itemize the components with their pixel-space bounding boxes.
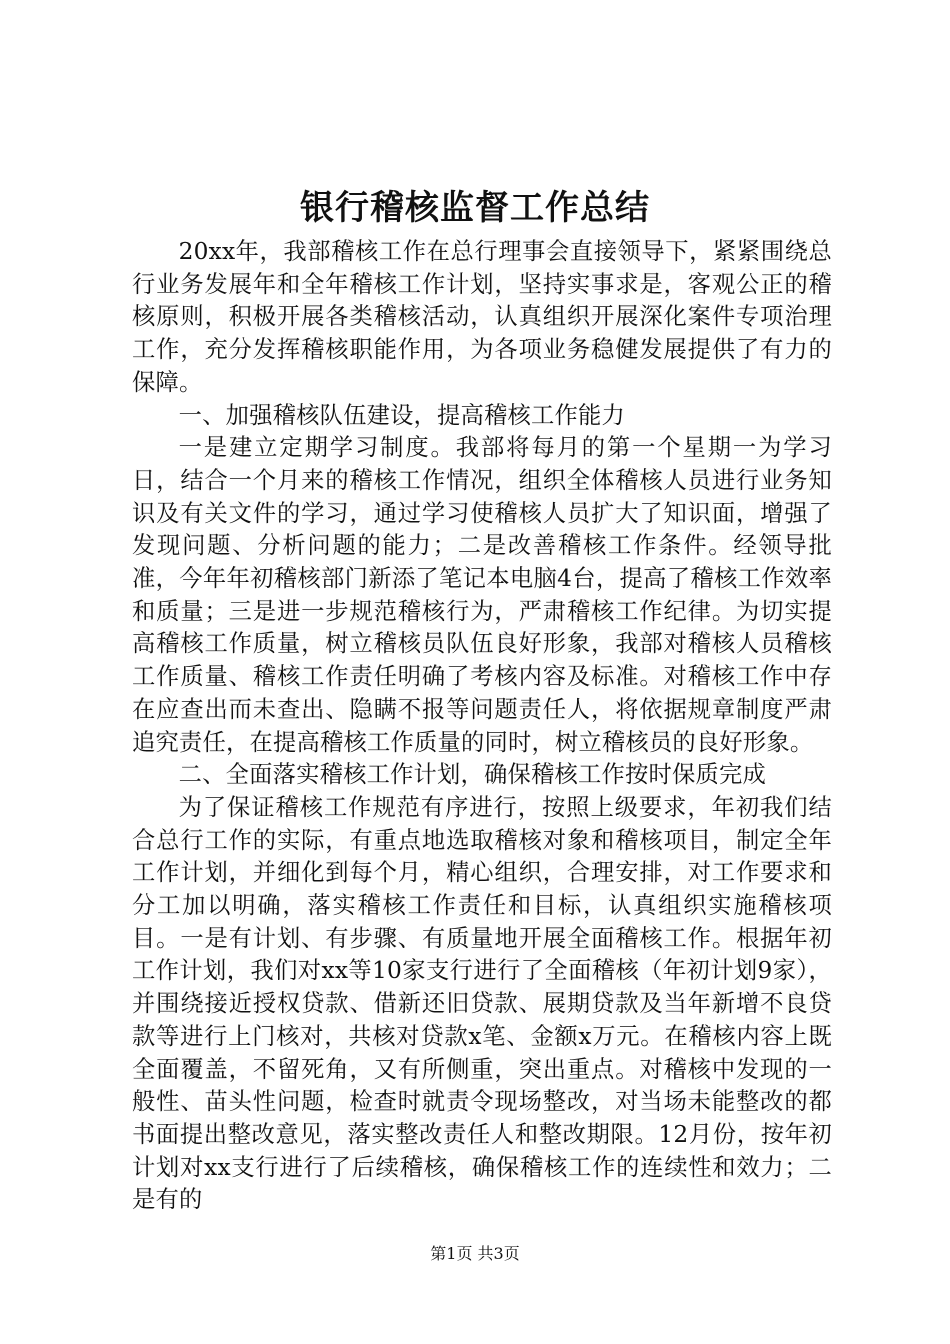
- section-heading-1: 一、加强稽核队伍建设，提高稽核工作能力: [178, 401, 626, 429]
- section-2-paragraph: 为了保证稽核工作规范有序进行，按照上级要求，年初我们结合总行工作的实际，有重点地选取稽核对象和稽核项目，制定全年工作计划，并细化到每个月，精心组织，合理安排，对工作要求和分工加以明确，落实稽核工作责任和目标，认真组织实施稽核项目。一是有计划、有步骤、有质量地开展全面稽核工作。根据年初工作计划，我们对xx等10家支行进行了全面稽核（年初计划9家），并围绕接近授权贷款、借新还旧贷款、展期贷款及当年新增不良贷款等进行上门核对，共核对贷款x笔、金额x万元。在稽核内容上既全面覆盖，不留死角，又有所侧重，突出重点。对稽核中发现的一般性、苗头性问题，检查时就责令现场整改，对当场未能整改的都书面提出整改意见，落实整改责任人和整改期限。12月份，按年初计划对xx支行进行了后续稽核，确保稽核工作的连续性和效力；二是有的: [132, 793, 832, 1214]
- intro-paragraph: 20xx年，我部稽核工作在总行理事会直接领导下，紧紧围绕总行业务发展年和全年稽核工作计划，坚持实事求是，客观公正的稽核原则，积极开展各类稽核活动，认真组织开展深化案件专项治理工作，充分发挥稽核职能作用，为各项业务稳健发展提供了有力的保障。: [132, 238, 832, 396]
- document-body: [132, 236, 832, 1217]
- document-title: 银行稽核监督工作总结: [300, 188, 650, 228]
- section-heading-2: 二、全面落实稽核工作计划，确保稽核工作按时保质完成: [178, 761, 767, 789]
- section-1-paragraph: 一是建立定期学习制度。我部将每月的第一个星期一为学习日，结合一个月来的稽核工作情况，组织全体稽核人员进行业务知识及有关文件的学习，通过学习使稽核人员扩大了知识面，增强了发现问题、分析问题的能力；二是改善稽核工作条件。经领导批准，今年年初稽核部门新添了笔记本电脑4台，提高了稽核工作效率和质量；三是进一步规范稽核行为，严肃稽核工作纪律。为切实提高稽核工作质量，树立稽核员队伍良好形象，我部对稽核人员稽核工作质量、稽核工作责任明确了考核内容及标准。对稽核工作中存在应查出而未查出、隐瞒不报等问题责任人，将依据规章制度严肃追究责任，在提高稽核工作质量的同时，树立稽核员的良好形象。: [132, 434, 832, 756]
- page-footer: 第1页 共3页: [430, 1244, 520, 1263]
